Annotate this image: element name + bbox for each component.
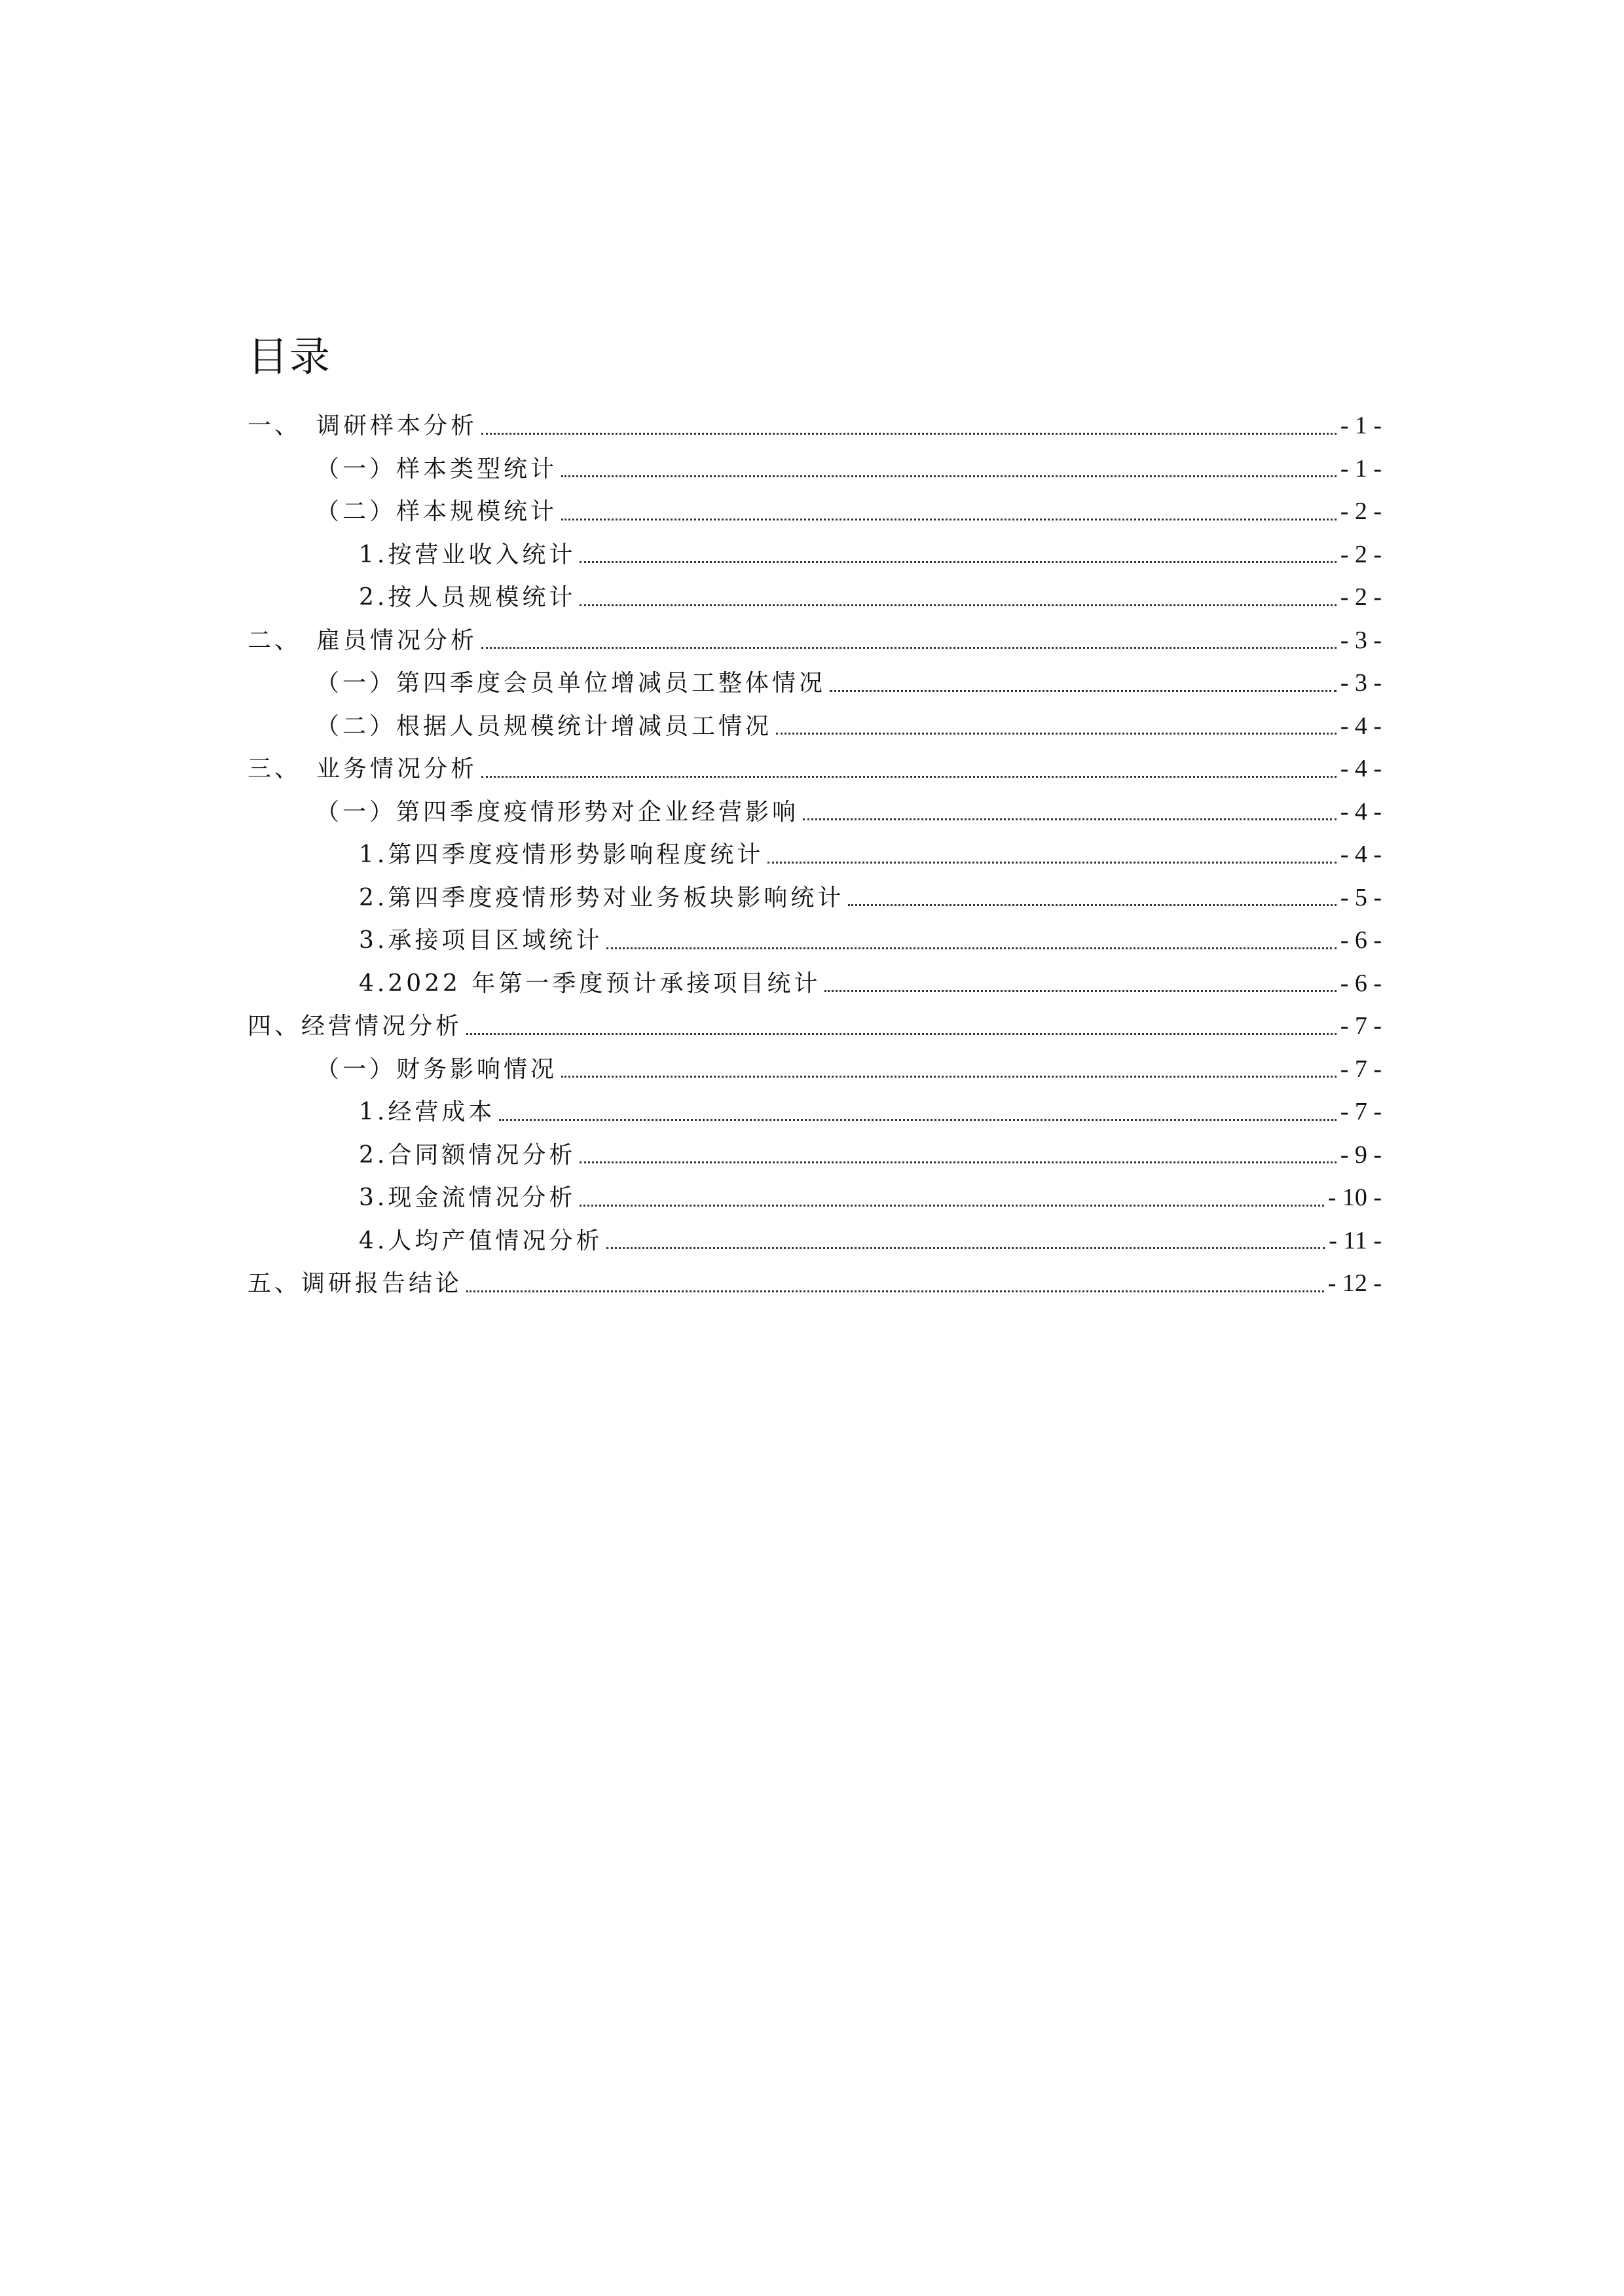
dot-leader [767, 862, 1336, 864]
toc-entry-label: 4.2022 年第一季度预计承接项目统计 [359, 970, 821, 997]
toc-entry-label: 一、 调研样本分析 [248, 412, 478, 440]
toc-entry-label: 三、 业务情况分析 [248, 756, 478, 783]
dot-leader [606, 1247, 1325, 1249]
toc-entry-label: 3.承接项目区域统计 [359, 927, 603, 955]
toc-entry[interactable] [248, 662, 1382, 705]
dot-leader [803, 818, 1337, 820]
toc-entry[interactable] [248, 1262, 1382, 1305]
toc-entry-page-number: - 6 - [1340, 969, 1382, 997]
toc-entry-label: 1.第四季度疫情形势影响程度统计 [359, 841, 764, 869]
toc-title: 目录 [248, 333, 332, 380]
dot-leader [481, 776, 1337, 778]
toc-entry-label: 3.现金流情况分析 [359, 1184, 576, 1212]
dot-leader [580, 561, 1336, 563]
toc-entry-label: 2.按人员规模统计 [359, 584, 576, 611]
toc-entry-page-number: - 7 - [1340, 1055, 1382, 1083]
toc-entry-label: （一）样本类型统计 [316, 455, 558, 483]
dot-leader [580, 1161, 1336, 1163]
toc-entry-label: （一）第四季度疫情形势对企业经营影响 [316, 798, 800, 826]
dot-leader [561, 1076, 1337, 1078]
toc-entry-page-number: - 2 - [1340, 540, 1382, 568]
toc-entry-label: 1.按营业收入统计 [359, 541, 576, 568]
dot-leader [499, 1119, 1336, 1121]
dot-leader [776, 733, 1337, 735]
toc-entry[interactable] [248, 833, 1382, 877]
toc-entry[interactable] [248, 1005, 1382, 1048]
toc-entry-page-number: - 6 - [1340, 926, 1382, 955]
toc-entry-label: 2.合同额情况分析 [359, 1141, 576, 1169]
dot-leader [466, 1033, 1337, 1035]
dot-leader [561, 519, 1337, 520]
toc-entry-page-number: - 7 - [1340, 1012, 1382, 1040]
toc-entry-label: 1.经营成本 [359, 1099, 496, 1126]
table-of-contents [248, 405, 1382, 1305]
toc-entry-label: 4.人均产值情况分析 [359, 1227, 603, 1254]
toc-entry-label: （一）第四季度会员单位增减员工整体情况 [316, 670, 826, 697]
toc-entry-page-number: - 3 - [1340, 626, 1382, 654]
toc-entry[interactable] [248, 877, 1382, 920]
toc-entry[interactable] [248, 962, 1382, 1006]
toc-entry-label: （二）根据人员规模统计增减员工情况 [316, 712, 773, 740]
toc-entry-page-number: - 12 - [1327, 1269, 1382, 1298]
toc-entry-page-number: - 4 - [1340, 755, 1382, 783]
dot-leader [580, 1205, 1323, 1207]
toc-entry[interactable] [248, 1134, 1382, 1177]
toc-entry-page-number: - 9 - [1340, 1140, 1382, 1169]
dot-leader [580, 604, 1336, 606]
toc-entry[interactable] [248, 619, 1382, 663]
toc-entry-page-number: - 7 - [1340, 1098, 1382, 1126]
toc-entry[interactable] [248, 791, 1382, 834]
dot-leader [824, 990, 1336, 992]
toc-entry-page-number: - 1 - [1340, 412, 1382, 440]
toc-entry-label: 四、经营情况分析 [248, 1013, 463, 1040]
toc-entry[interactable] [248, 705, 1382, 748]
toc-entry-page-number: - 4 - [1340, 841, 1382, 869]
toc-entry-page-number: - 2 - [1340, 498, 1382, 526]
toc-entry-page-number: - 4 - [1340, 797, 1382, 826]
toc-entry-label: （一）财务影响情况 [316, 1055, 558, 1083]
toc-entry[interactable] [248, 576, 1382, 619]
dot-leader [481, 433, 1337, 435]
dot-leader [561, 475, 1337, 477]
toc-entry-page-number: - 5 - [1340, 883, 1382, 911]
toc-entry[interactable] [248, 748, 1382, 791]
toc-entry[interactable] [248, 1091, 1382, 1134]
toc-entry[interactable] [248, 1048, 1382, 1091]
dot-leader [830, 690, 1337, 692]
dot-leader [606, 947, 1336, 949]
toc-entry-page-number: - 11 - [1329, 1226, 1382, 1254]
toc-entry[interactable] [248, 448, 1382, 491]
toc-entry[interactable] [248, 534, 1382, 577]
toc-entry[interactable] [248, 1220, 1382, 1263]
toc-entry-page-number: - 2 - [1340, 583, 1382, 611]
toc-entry[interactable] [248, 490, 1382, 534]
toc-entry-label: 五、调研报告结论 [248, 1270, 463, 1298]
toc-entry-label: 2.第四季度疫情形势对业务板块影响统计 [359, 884, 845, 911]
dot-leader [848, 904, 1336, 906]
toc-entry-page-number: - 4 - [1340, 712, 1382, 740]
dot-leader [466, 1290, 1324, 1292]
toc-entry-label: 二、 雇员情况分析 [248, 627, 478, 654]
toc-entry-label: （二）样本规模统计 [316, 498, 558, 526]
toc-entry-page-number: - 10 - [1327, 1184, 1382, 1212]
toc-entry-page-number: - 3 - [1340, 669, 1382, 697]
toc-entry[interactable] [248, 919, 1382, 962]
toc-entry[interactable] [248, 1176, 1382, 1220]
dot-leader [481, 647, 1337, 649]
toc-entry-page-number: - 1 - [1340, 454, 1382, 483]
toc-entry[interactable] [248, 405, 1382, 448]
